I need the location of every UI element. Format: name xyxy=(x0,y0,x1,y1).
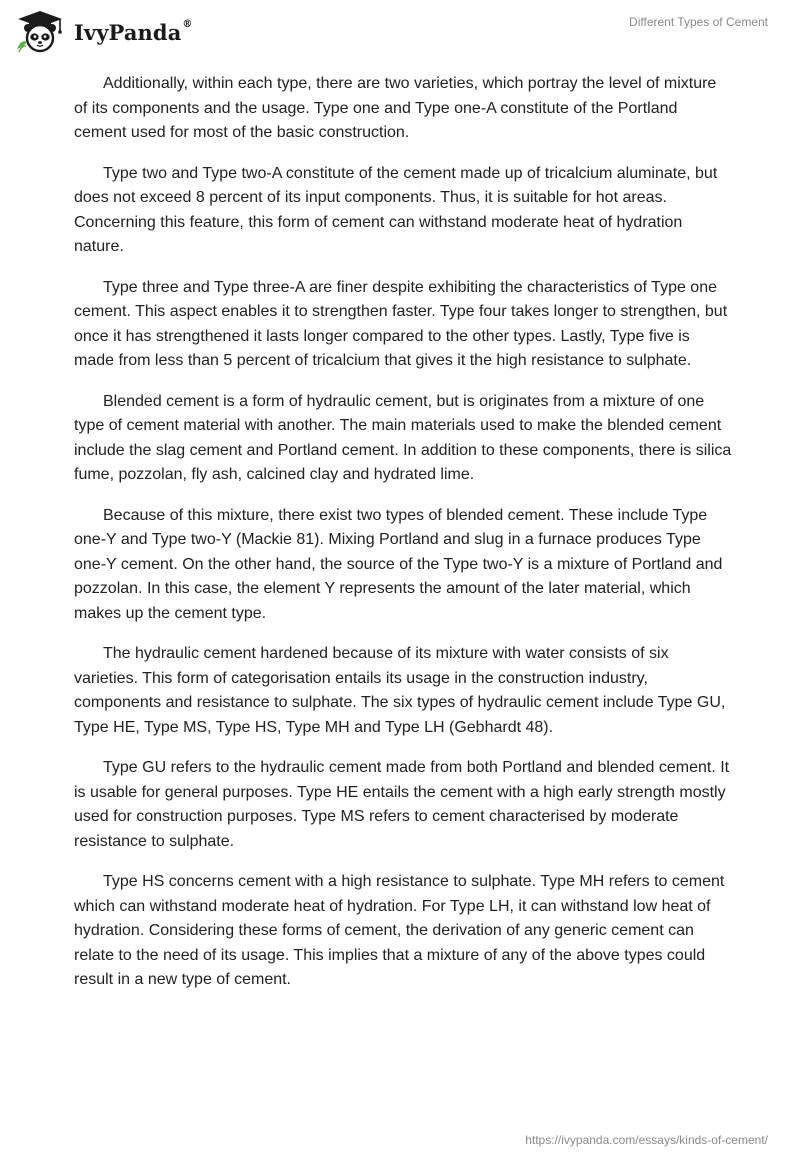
paragraph: Additionally, within each type, there are two varieties, which portray the level of mixture of its components and the usage. Type one and Type one-A constitute of the Portland cement used for most of the basic construction. xyxy=(74,75,717,141)
brand-name: IvyPanda® xyxy=(74,18,193,45)
ivypanda-logo[interactable] xyxy=(14,9,193,53)
page-header xyxy=(0,0,800,60)
paragraph: Type HS concerns cement with a high resistance to sulphate. Type MH refers to cement which can withstand moderate heat of hydration. For Type LH, it can withstand low heat of hydration. Considering these forms of cement, the derivation of any generic cement can relate to the need of its usage. This implies that a mixture of any of the above types could result in a new type of cement. xyxy=(74,873,725,988)
paragraph: Type GU refers to the hydraulic cement made from both Portland and blended cement. It is usable for general purposes. Type HE entails the cement with a high early strength mostly used for construction purposes. Type MS refers to cement characterised by moderate resistance to sulphate. xyxy=(74,759,730,850)
registered-mark: ® xyxy=(182,18,193,30)
paragraph: Because of this mixture, there exist two types of blended cement. These include Type one-Y and Type two-Y (Mackie 81). Mixing Portland and slug in a furnace produces Type one-Y cement. On the other hand, the source of the Type two-Y is a mixture of Portland and pozzolan. In this case, the element Y represents the amount of the later material, which makes up the cement type. xyxy=(74,506,723,622)
paragraph: Type two and Type two-A constitute of the cement made up of tricalcium aluminate, but does not exceed 8 percent of its input components. Thus, it is suitable for hot areas. Concerning this feature, this form of cement can withstand moderate heat of hydration nature. xyxy=(74,164,718,255)
paragraph: Type three and Type three-A are finer despite exhibiting the characteristics of Type one cement. This aspect enables it to strengthen faster. Type four takes longer to strengthen, but once it has strengthened it lasts longer compared to the other types. Lastly, Type five is made from less than 5 percent of tricalcium that gives it the high resistance to sulphate. xyxy=(74,278,728,369)
document-title: Different Types of Cement xyxy=(629,15,768,29)
paragraph: Blended cement is a form of hydraulic cement, but is originates from a mixture of one type of cement material with another. The main materials used to make the blended cement include the slag cement and Portland cement. In addition to these components, there is silica fume, pozzolan, fly ash, calcined clay and hydrated lime. xyxy=(74,392,732,483)
essay-body xyxy=(74,72,734,1009)
panda-graduation-cap-logo-icon xyxy=(14,9,66,53)
paragraph: The hydraulic cement hardened because of its mixture with water consists of six varieties. This form of categorisation entails its usage in the construction industry, components and resistance to sulphate. The six types of hydraulic cement include Type GU, Type HE, Type MS, Type HS, Type MH and Type LH (Gebhardt 48). xyxy=(74,645,726,736)
source-url[interactable]: https://ivypanda.com/essays/kinds-of-cement/ xyxy=(525,1133,768,1147)
